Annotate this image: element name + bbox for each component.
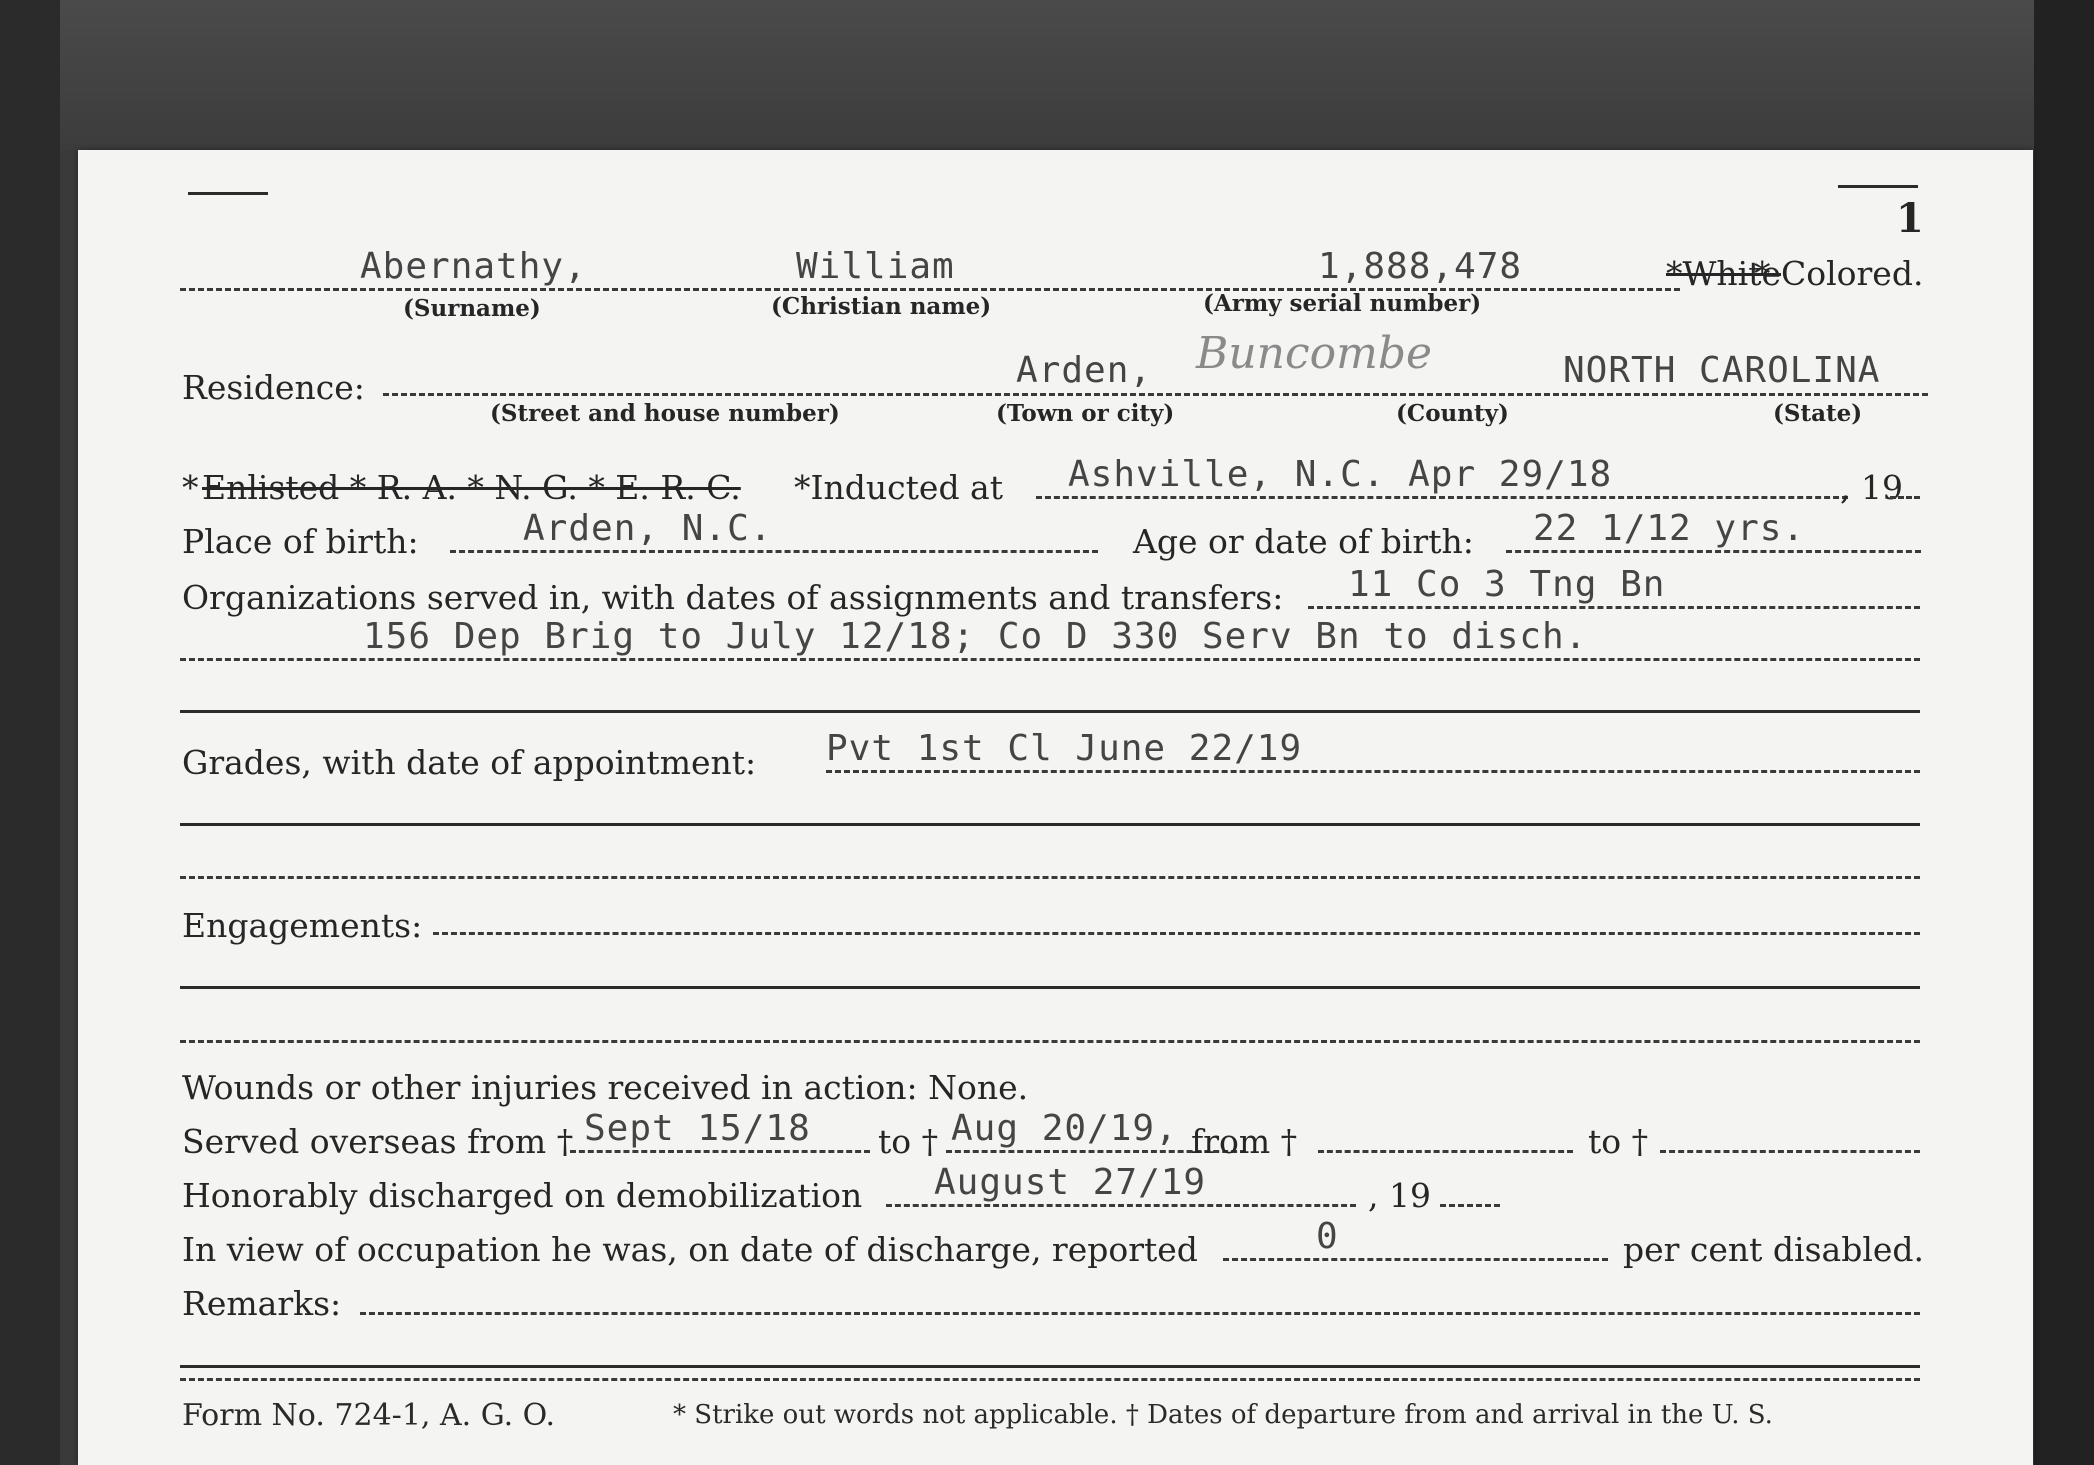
footer-note: * Strike out words not applicable. † Dates of departure from and arrival in the U. S.: [673, 1400, 1773, 1430]
engagements-line-3: [180, 1040, 1920, 1043]
place-of-birth-label: Place of birth:: [182, 522, 419, 561]
enlisted-struck-options: Enlisted * R. A. * N. G. * E. R. C.: [202, 468, 741, 507]
residence-line: [383, 393, 1928, 396]
state-caption: (State): [1773, 400, 1863, 427]
overseas-from-label-2: from †: [1191, 1122, 1298, 1161]
race-colored: * Colored.: [1754, 254, 1924, 293]
overseas-from-line-2: [1318, 1150, 1573, 1153]
enlisted-star: *: [182, 468, 199, 507]
inducted-value: Ashville, N.C. Apr 29/18: [1068, 454, 1613, 495]
surname-caption: (Surname): [403, 295, 541, 322]
residence-state-value: NORTH CAROLINA: [1563, 350, 1881, 391]
organizations-label: Organizations served in, with dates of assignments and transfers:: [182, 578, 1284, 617]
engagements-line-2: [180, 986, 1920, 989]
organizations-line-1: [1308, 606, 1920, 609]
age-value: 22 1/12 yrs.: [1533, 508, 1806, 549]
residence-town-value: Arden,: [1016, 350, 1153, 391]
organizations-value-1: 11 Co 3 Tng Bn: [1348, 564, 1666, 605]
background-top: [0, 0, 2094, 150]
place-of-birth-line: [450, 550, 1098, 553]
organizations-line-3: [180, 710, 1920, 713]
overseas-to-line-2: [1660, 1150, 1920, 1153]
serial-number-caption: (Army serial number): [1203, 290, 1482, 317]
top-right-rule: [1838, 185, 1918, 188]
overseas-to-value: Aug 20/19,: [951, 1108, 1178, 1149]
age-line: [1506, 550, 1921, 553]
disability-value: 0: [1316, 1216, 1339, 1257]
inducted-year-suffix: , 19: [1840, 468, 1903, 507]
christian-name-caption: (Christian name): [771, 293, 992, 320]
service-record-card: [78, 150, 2033, 1465]
wounds-label: Wounds or other injuries received in action: None.: [182, 1068, 1029, 1107]
engagements-label: Engagements:: [182, 906, 423, 945]
disability-suffix: per cent disabled.: [1623, 1230, 1925, 1269]
engagements-line-1: [433, 932, 1920, 935]
overseas-to-label-2: to †: [1588, 1122, 1649, 1161]
discharge-value: August 27/19: [934, 1162, 1207, 1203]
remarks-line-2: [180, 1365, 1920, 1368]
grades-value: Pvt 1st Cl June 22/19: [826, 728, 1303, 769]
surname-value: Abernathy,: [360, 246, 587, 287]
grades-label: Grades, with date of appointment:: [182, 743, 757, 782]
grades-line: [826, 770, 1920, 773]
town-caption: (Town or city): [996, 400, 1175, 427]
race-white-struck: *White: [1666, 254, 1782, 293]
overseas-to-label: to †: [878, 1122, 939, 1161]
grades-line-3: [180, 876, 1920, 879]
county-caption: (County): [1396, 400, 1509, 427]
discharge-line: [886, 1204, 1356, 1207]
form-number: Form No. 724-1, A. G. O.: [182, 1398, 556, 1433]
christian-name-value: William: [796, 246, 955, 287]
remarks-line-3: [180, 1378, 1920, 1381]
remarks-label: Remarks:: [182, 1284, 342, 1323]
discharge-label: Honorably discharged on demobilization: [182, 1176, 863, 1215]
discharge-year-line: [1440, 1204, 1500, 1207]
disability-label: In view of occupation he was, on date of discharge, reported: [182, 1230, 1198, 1269]
residence-label: Residence:: [182, 368, 365, 407]
organizations-value-2: 156 Dep Brig to July 12/18; Co D 330 Serv Bn to disch.: [363, 616, 1588, 657]
inducted-year-line: [1890, 496, 1920, 499]
remarks-line-1: [360, 1312, 1920, 1315]
discharge-year-suffix: , 19: [1368, 1176, 1431, 1215]
place-of-birth-value: Arden, N.C.: [523, 508, 773, 549]
grades-line-2: [180, 823, 1920, 826]
street-caption: (Street and house number): [490, 400, 840, 427]
overseas-from-line: [570, 1150, 870, 1153]
residence-county-handwritten: Buncombe: [1196, 328, 1433, 379]
disability-line: [1223, 1258, 1608, 1261]
inducted-line: [1036, 496, 1848, 499]
serial-number-value: 1,888,478: [1318, 246, 1523, 287]
overseas-from-value: Sept 15/18: [584, 1108, 811, 1149]
organizations-line-2: [180, 658, 1920, 661]
inducted-label: *Inducted at: [794, 468, 1003, 507]
card-number: 1: [1896, 195, 1924, 242]
background-right-edge: [2034, 0, 2094, 1465]
overseas-label: Served overseas from †: [182, 1122, 574, 1161]
age-label: Age or date of birth:: [1133, 522, 1474, 561]
top-left-rule: [188, 192, 268, 195]
background-left-edge: [0, 0, 60, 1465]
